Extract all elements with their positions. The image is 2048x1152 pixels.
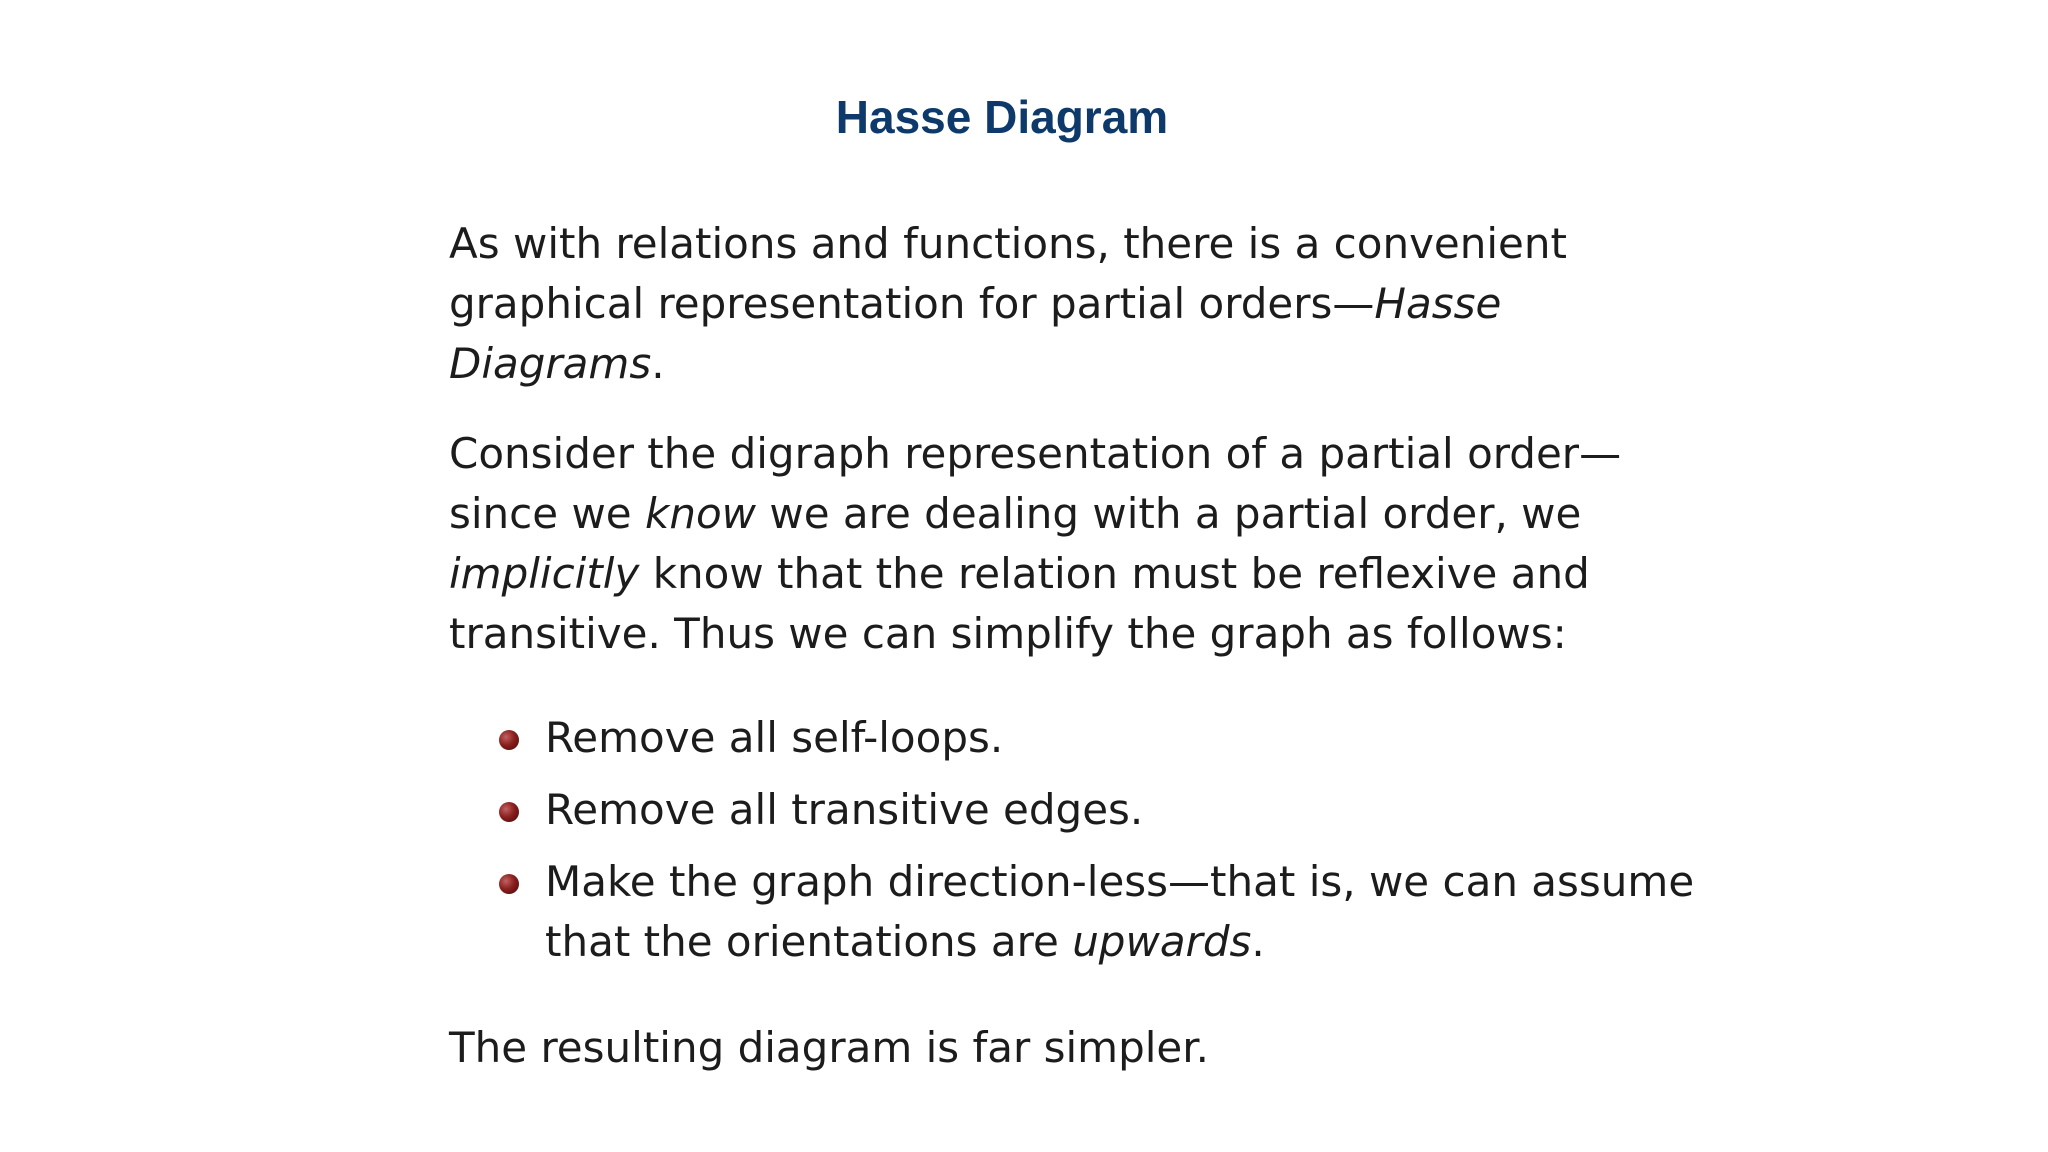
paragraph-explanation-em-know: know	[645, 489, 756, 538]
paragraph-intro-text: As with relations and functions, there is a convenient graphical representation for partial orders—	[449, 219, 1567, 328]
bullet-item	[449, 780, 1729, 840]
paragraph-explanation-part2: we are dealing with a partial order, we	[756, 489, 1582, 538]
bullet-dot-icon	[499, 874, 519, 894]
bullet-dot-icon	[499, 730, 519, 750]
bullet-text: Remove all transitive edges.	[545, 785, 1144, 834]
bullet-item	[449, 708, 1729, 768]
paragraph-explanation	[449, 424, 1729, 664]
bullet-text: Remove all self-loops.	[545, 713, 1004, 762]
paragraph-explanation-part1: Consider the digraph representation of a partial order—since we	[449, 429, 1622, 538]
closing-paragraph: The resulting diagram is far simpler.	[449, 1023, 1210, 1072]
bullet-text: Make the graph direction-less—that is, we can assume that the orientations are	[545, 857, 1695, 966]
bullet-dot-icon	[499, 802, 519, 822]
bullet-list	[449, 708, 1729, 972]
paragraph-explanation-part3: know that the relation must be reflexive and transitive. Thus we can simplify the graph as follows:	[449, 549, 1590, 658]
paragraph-intro-emphasis: Hasse Diagrams	[449, 279, 1502, 388]
bullet-text-end: .	[1251, 917, 1265, 966]
paragraph-intro	[449, 214, 1729, 394]
bullet-item	[449, 852, 1729, 972]
paragraph-intro-end: .	[651, 339, 665, 388]
slide-content	[449, 214, 1729, 1078]
slide-title: Hasse Diagram	[835, 91, 1169, 143]
paragraph-explanation-em-implicitly: implicitly	[449, 549, 640, 598]
bullet-emphasis: upwards	[1072, 917, 1252, 966]
